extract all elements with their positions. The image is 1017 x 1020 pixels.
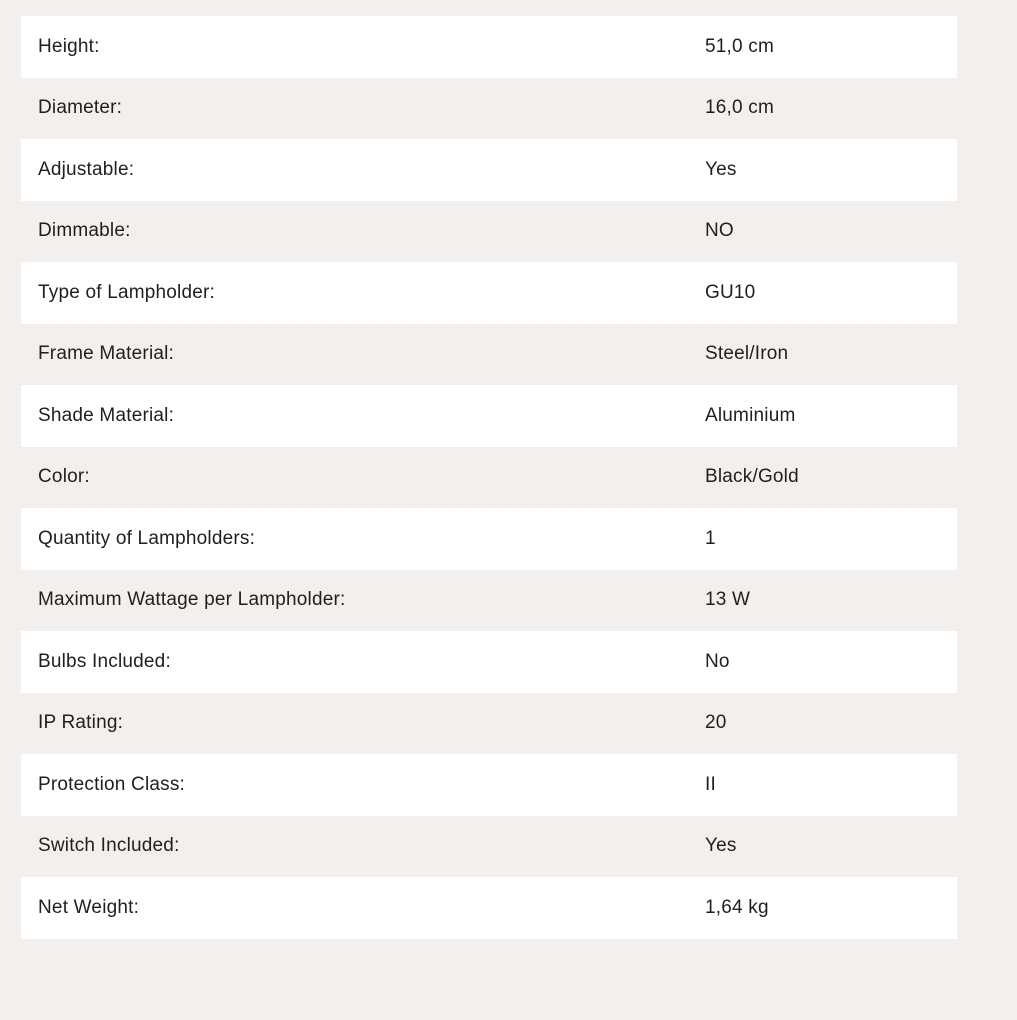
spec-value: 51,0 cm	[705, 35, 774, 57]
spec-label: Type of Lampholder:	[38, 281, 216, 303]
specifications-table	[21, 16, 957, 939]
spec-label: Quantity of Lampholders:	[38, 527, 256, 549]
spec-value: 16,0 cm	[705, 97, 774, 119]
spec-row-lampholder-type	[21, 262, 957, 324]
spec-label: Maximum Wattage per Lampholder:	[38, 589, 346, 611]
spec-row-frame-material	[21, 324, 957, 386]
spec-row-net-weight	[21, 877, 957, 939]
spec-label: Bulbs Included:	[38, 650, 171, 672]
spec-row-height	[21, 16, 957, 78]
spec-row-protection-class	[21, 754, 957, 816]
spec-label: Height:	[38, 35, 100, 57]
spec-label: Diameter:	[38, 97, 123, 119]
spec-value: Yes	[705, 158, 737, 180]
spec-label: Protection Class:	[38, 773, 186, 795]
spec-value: II	[705, 773, 716, 795]
spec-label: Switch Included:	[38, 835, 180, 857]
spec-value: 1,64 kg	[705, 896, 769, 918]
spec-row-switch-included	[21, 816, 957, 878]
spec-row-ip-rating	[21, 693, 957, 755]
spec-label: Color:	[38, 466, 90, 488]
spec-row-max-wattage	[21, 570, 957, 632]
spec-label: Frame Material:	[38, 343, 175, 365]
spec-value: No	[705, 650, 730, 672]
spec-value: 13 W	[705, 589, 751, 611]
spec-label: IP Rating:	[38, 712, 124, 734]
spec-value: Yes	[705, 835, 737, 857]
spec-value: 20	[705, 712, 727, 734]
spec-value: Steel/Iron	[705, 343, 789, 365]
spec-value: NO	[705, 220, 734, 242]
spec-row-bulbs-included	[21, 631, 957, 693]
spec-label: Shade Material:	[38, 404, 175, 426]
spec-row-diameter	[21, 78, 957, 140]
spec-label: Dimmable:	[38, 220, 131, 242]
spec-row-shade-material	[21, 385, 957, 447]
spec-value: Black/Gold	[705, 466, 799, 488]
spec-row-adjustable	[21, 139, 957, 201]
spec-row-dimmable	[21, 201, 957, 263]
spec-value: Aluminium	[705, 404, 796, 426]
spec-value: GU10	[705, 281, 756, 303]
spec-row-lampholder-quantity	[21, 508, 957, 570]
spec-label: Net Weight:	[38, 896, 140, 918]
spec-row-color	[21, 447, 957, 509]
spec-value: 1	[705, 527, 716, 549]
spec-label: Adjustable:	[38, 158, 135, 180]
